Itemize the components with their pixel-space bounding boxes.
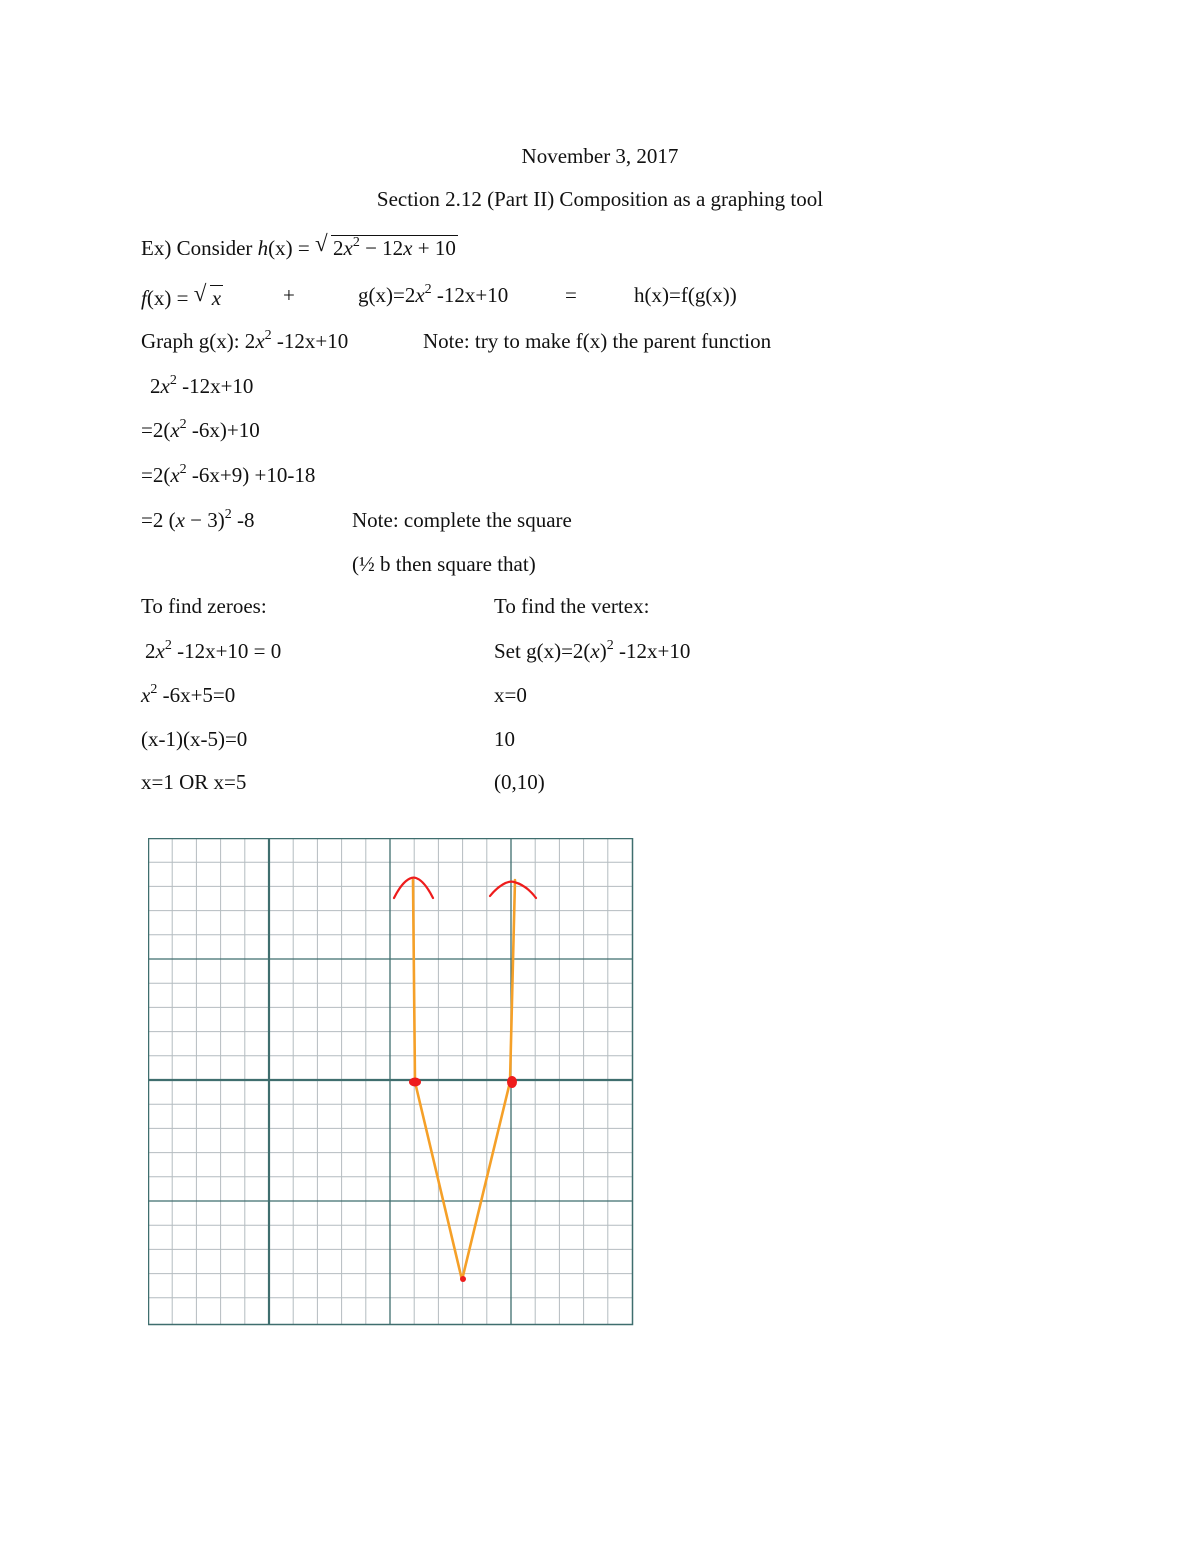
step-3-start: =2( xyxy=(141,463,171,487)
step-2-var: x xyxy=(170,418,180,442)
radicand-var-2: x xyxy=(403,236,413,260)
zeroes-step-2-var: x xyxy=(141,683,151,707)
zeroes-step-2-rest: -6x+5=0 xyxy=(157,683,236,707)
radical-sign-icon: √ xyxy=(193,281,207,306)
step-3-var: x xyxy=(170,463,180,487)
h-function-name: h xyxy=(257,236,269,260)
step-1 xyxy=(150,373,254,398)
step-2 xyxy=(141,417,260,442)
step-4 xyxy=(141,507,255,532)
vertex-point xyxy=(460,1276,466,1282)
step-3-exponent: 2 xyxy=(179,462,187,477)
step-1-var: x xyxy=(160,374,170,398)
vertex-step-1-var: x xyxy=(590,639,600,663)
g-var: x xyxy=(415,283,425,307)
zeroes-step-3: (x-1)(x-5)=0 xyxy=(141,727,248,751)
vertex-step-1-start: Set g(x)=2( xyxy=(494,639,591,663)
step-2-rest: -6x)+10 xyxy=(186,418,260,442)
g-left: g(x)=2 xyxy=(358,283,416,307)
graph-g-label: Graph g(x): 2 xyxy=(141,329,256,353)
zeroes-result: x=1 OR x=5 xyxy=(141,770,247,794)
half-b-note: (½ b then square that) xyxy=(352,552,536,576)
vertex-step-1-paren: ) xyxy=(599,639,607,663)
zeroes-step-1-exponent: 2 xyxy=(164,638,172,653)
parent-function-note: Note: try to make f(x) the parent function xyxy=(423,329,772,353)
h-definition: h(x)=f(g(x)) xyxy=(634,283,737,307)
zeroes-step-2-exponent: 2 xyxy=(150,682,158,697)
step-4-exponent: 2 xyxy=(224,507,232,522)
zeroes-step-1-rest: -12x+10 = 0 xyxy=(171,639,282,663)
vertex-heading: To find the vertex: xyxy=(494,594,650,618)
zeroes-step-1-var: x xyxy=(155,639,165,663)
vertex-result: (0,10) xyxy=(494,770,545,794)
g-definition xyxy=(358,282,509,307)
f-function-rest: (x) = xyxy=(146,286,194,310)
graph-g-var: x xyxy=(255,329,265,353)
step-1-rest: -12x+10 xyxy=(176,374,254,398)
zeroes-step-2 xyxy=(141,682,236,707)
step-1-exponent: 2 xyxy=(169,373,177,388)
step-3-rest: -6x+9) +10-18 xyxy=(186,463,316,487)
example-lead: Ex) Consider xyxy=(141,236,253,260)
graph-grid xyxy=(148,838,634,1326)
vertex-step-1 xyxy=(494,638,691,663)
vertex-step-3: 10 xyxy=(494,727,515,751)
zeroes-heading: To find zeroes: xyxy=(141,594,267,618)
step-3 xyxy=(141,462,316,487)
radicand-exponent: 2 xyxy=(352,235,360,250)
step-4-middle: − 3) xyxy=(184,508,225,532)
step-1-coef: 2 xyxy=(150,374,161,398)
radicand-end: + 10 xyxy=(412,236,456,260)
graph-g-exponent: 2 xyxy=(264,328,272,343)
date-heading: November 3, 2017 xyxy=(521,144,679,168)
f-definition xyxy=(141,281,223,310)
f-radical xyxy=(193,281,223,310)
equals-sign: = xyxy=(565,283,577,307)
step-4-rest: -8 xyxy=(231,508,255,532)
step-4-var: x xyxy=(175,508,185,532)
graph-g-rest: -12x+10 xyxy=(271,329,349,353)
graph-g-line xyxy=(141,328,349,353)
vertex-step-2: x=0 xyxy=(494,683,527,707)
zero-point-x5 xyxy=(507,1076,517,1088)
radical-sign-icon: √ xyxy=(315,231,328,256)
radical-expression xyxy=(315,231,458,260)
g-rest: -12x+10 xyxy=(431,283,509,307)
vertex-step-1-rest: -12x+10 xyxy=(613,639,691,663)
radicand-middle: − 12 xyxy=(359,236,404,260)
zeroes-step-1 xyxy=(145,638,282,663)
step-2-exponent: 2 xyxy=(179,417,187,432)
example-line xyxy=(141,231,458,260)
g-exponent: 2 xyxy=(424,282,432,297)
vertex-step-1-exponent: 2 xyxy=(606,638,614,653)
zeroes-step-1-coef: 2 xyxy=(145,639,156,663)
radicand-var: x xyxy=(343,236,353,260)
right-arrowhead-icon xyxy=(490,882,536,898)
f-radicand: x xyxy=(211,286,222,310)
plus-sign: + xyxy=(283,283,295,307)
h-function-arg: (x) = xyxy=(268,236,315,260)
complete-square-note: Note: complete the square xyxy=(352,508,572,532)
step-4-start: =2 ( xyxy=(141,508,176,532)
zero-point-x1 xyxy=(409,1078,421,1087)
radicand-coef: 2 xyxy=(333,236,344,260)
step-2-start: =2( xyxy=(141,418,171,442)
f-function-name: f xyxy=(141,286,147,310)
section-title: Section 2.12 (Part II) Composition as a graphing tool xyxy=(376,187,824,211)
